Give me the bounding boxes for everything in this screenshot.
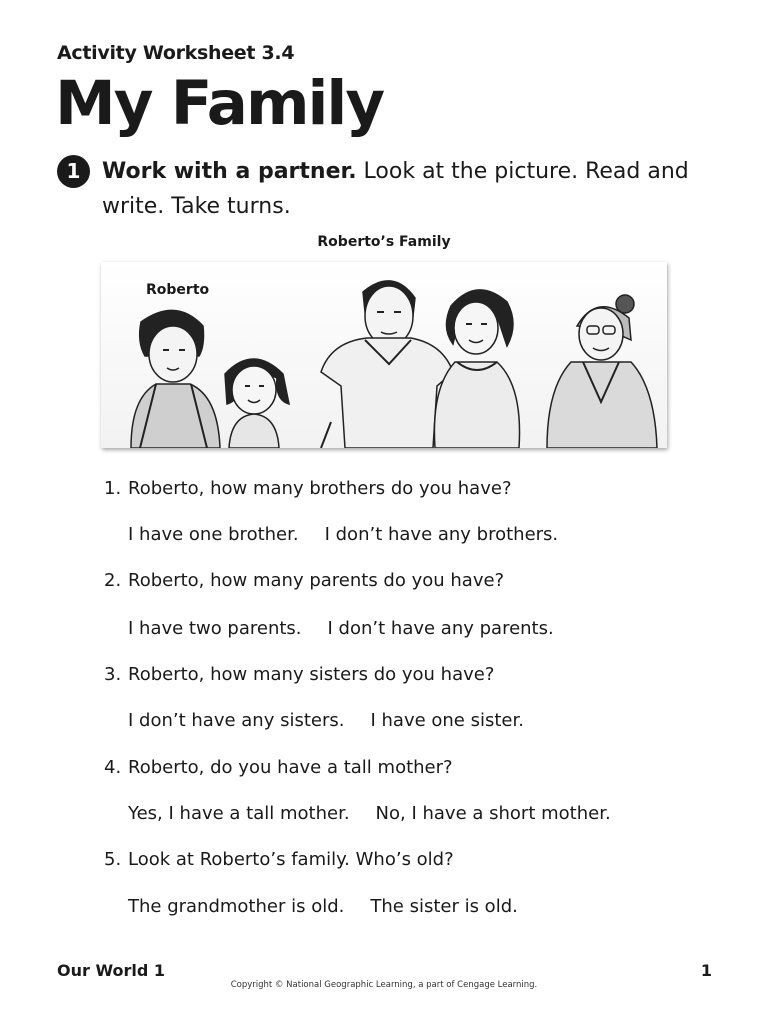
footer-page-number: 1 [700, 961, 712, 980]
instruction-bold: Work with a partner. [102, 159, 357, 184]
question-text: Look at Roberto’s family. Who’s old? [128, 849, 454, 870]
question-3 [104, 664, 494, 686]
picture-caption: Roberto’s Family [317, 234, 451, 250]
page-title: My Family [55, 68, 384, 139]
roberto-label: Roberto [146, 282, 210, 298]
answer-option[interactable]: I don’t have any brothers. [324, 524, 559, 545]
question-5 [104, 849, 454, 871]
question-2 [104, 570, 504, 592]
footer-book-title: Our World 1 [57, 961, 166, 980]
question-1 [104, 478, 512, 500]
answer-options-5 [128, 896, 544, 918]
answer-option[interactable]: The grandmother is old. [128, 896, 345, 917]
question-number: 3. [104, 664, 122, 685]
question-4 [104, 757, 453, 779]
instruction [102, 154, 702, 224]
answer-option[interactable]: I have two parents. [128, 618, 302, 639]
answer-options-2 [128, 618, 580, 640]
step-number-badge: 1 [57, 155, 90, 188]
copyright-notice: Copyright © National Geographic Learning, a part of Cengage Learning. [230, 980, 538, 990]
answer-option[interactable]: I don’t have any parents. [327, 618, 554, 639]
question-number: 2. [104, 570, 122, 591]
question-number: 5. [104, 849, 122, 870]
answer-option[interactable]: I don’t have any sisters. [128, 710, 345, 731]
question-text: Roberto, do you have a tall mother? [128, 757, 453, 778]
question-text: Roberto, how many parents do you have? [128, 570, 505, 591]
answer-options-1 [128, 524, 584, 546]
question-text: Roberto, how many brothers do you have? [128, 478, 512, 499]
answer-option[interactable]: The sister is old. [370, 896, 518, 917]
question-number: 1. [104, 478, 122, 499]
question-number: 4. [104, 757, 122, 778]
worksheet-label: Activity Worksheet 3.4 [57, 42, 295, 64]
question-text: Roberto, how many sisters do you have? [128, 664, 495, 685]
answer-options-4 [128, 803, 637, 825]
answer-options-3 [128, 710, 550, 732]
answer-option[interactable]: I have one sister. [370, 710, 524, 731]
answer-option[interactable]: I have one brother. [128, 524, 299, 545]
instruction-text: Look at the picture. Read and write. Take turns. [102, 159, 689, 219]
answer-option[interactable]: Yes, I have a tall mother. [128, 803, 350, 824]
answer-option[interactable]: No, I have a short mother. [375, 803, 611, 824]
